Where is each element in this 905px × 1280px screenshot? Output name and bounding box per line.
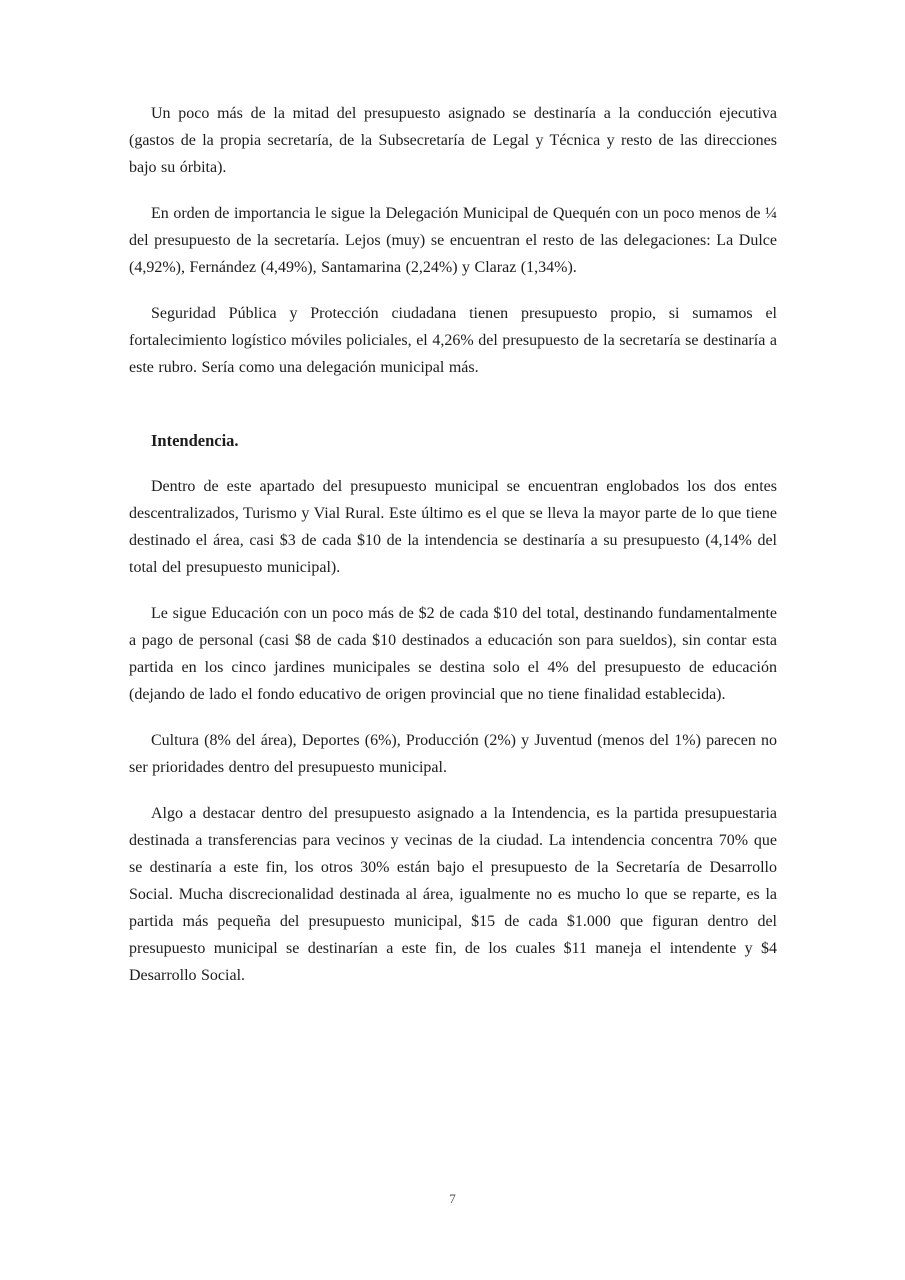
paragraph-educacion: Le sigue Educación con un poco más de $2 de cada $10 del total, destinando fundamentalmente a pago de personal (casi $8 de cada $10 destinados a educación son para sueldos), sin contar esta partida en los cinco jardines municipales se destina solo el 4% del presupuesto de educación (dejando de lado el fondo educativo de origen provincial que no tiene finalidad establecida). [129, 605, 777, 703]
paragraph-conduccion-ejecutiva: Un poco más de la mitad del presupuesto asignado se destinaría a la conducción ejecutiva (gastos de la propia secretaría, de la Subsecretaría de Legal y Técnica y resto de las direcciones bajo su órbita). [129, 105, 777, 176]
paragraph-seguridad-publica: Seguridad Pública y Protección ciudadana tienen presupuesto propio, si sumamos el fortalecimiento logístico móviles policiales, el 4,26% del presupuesto de la secretaría se destinaría a este rubro. Sería como una delegación municipal más. [129, 305, 777, 376]
text-column [129, 100, 777, 1008]
paragraph-cultura-deportes: Cultura (8% del área), Deportes (6%), Producción (2%) y Juventud (menos del 1%) parecen no ser prioridades dentro del presupuesto municipal. [129, 732, 777, 776]
paragraph-transferencias: Algo a destacar dentro del presupuesto asignado a la Intendencia, es la partida presupuestaria destinada a transferencias para vecinos y vecinas de la ciudad. La intendencia concentra 70% que se destinaría a este fin, los otros 30% están bajo el presupuesto de la Secretaría de Desarrollo Social. Mucha discrecionalidad destinada al área, igualmente no es mucho lo que se reparte, es la partida más pequeña del presupuesto municipal, $15 de cada $1.000 que figuran dentro del presupuesto municipal se destinarían a este fin, de los cuales $11 maneja el intendente y $4 Desarrollo Social. [129, 805, 777, 984]
paragraph-delegacion-quequen: En orden de importancia le sigue la Delegación Municipal de Quequén con un poco menos de ¼ del presupuesto de la secretaría. Lejos (muy) se encuentran el resto de las delegaciones: La Dulce (4,92%), Fernández (4,49%), Santamarina (2,24%) y Claraz (1,34%). [129, 205, 777, 276]
page-number: 7 [449, 1191, 456, 1206]
paragraph-entes-descentralizados: Dentro de este apartado del presupuesto municipal se encuentran englobados los dos entes descentralizados, Turismo y Vial Rural. Este último es el que se lleva la mayor parte de lo que tiene destinado el área, casi $3 de cada $10 de la intendencia se destinaría a su presupuesto (4,14% del total del presupuesto municipal). [129, 478, 777, 576]
section-heading-intendencia: Intendencia. [151, 431, 239, 450]
